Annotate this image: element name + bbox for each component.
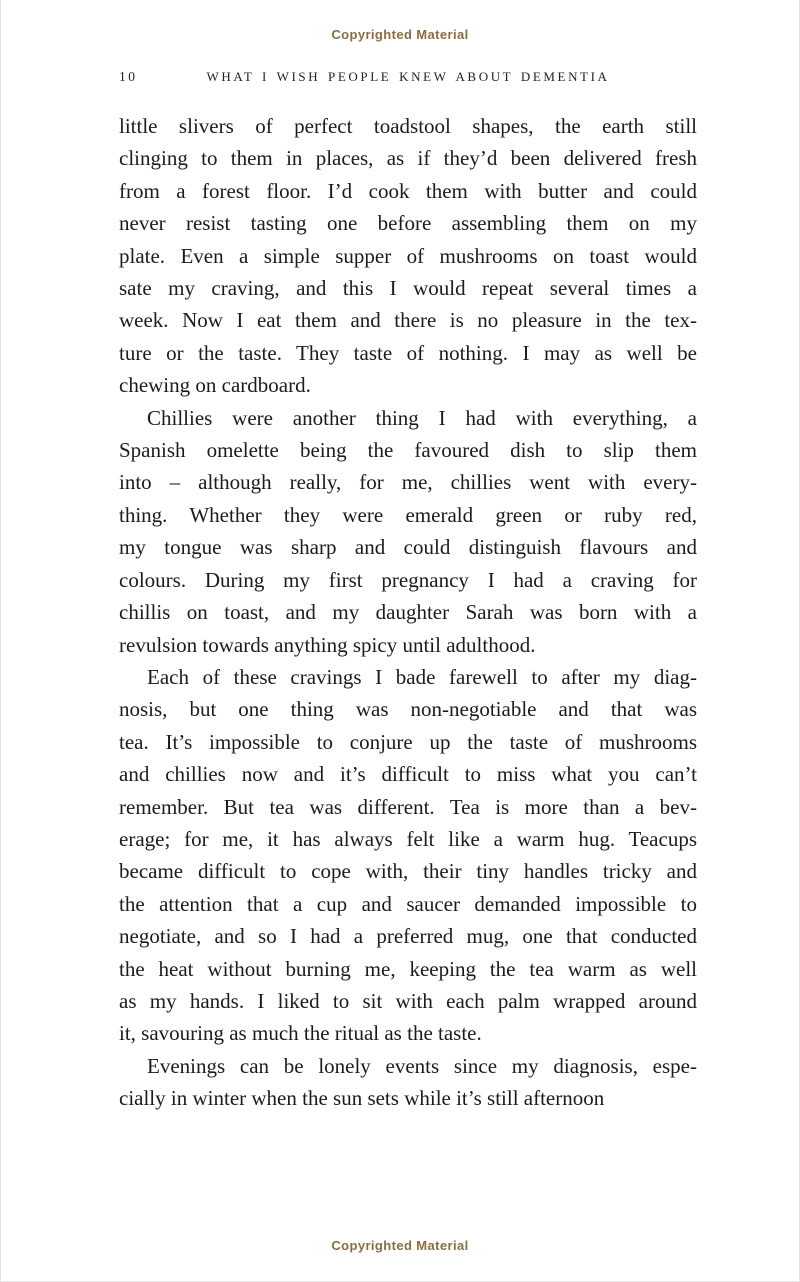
text-line: into – although really, for me, chillies went with every- [119, 470, 697, 495]
text-line: tea. It’s impossible to conjure up the taste of mushrooms [119, 729, 697, 754]
text-line: it, savouring as much the ritual as the taste. [119, 1021, 482, 1046]
text-line: from a forest floor. I’d cook them with butter and could [119, 178, 697, 203]
text-line: never resist tasting one before assembling them on my [119, 211, 697, 236]
text-line: little slivers of perfect toadstool shapes, the earth still [119, 114, 697, 138]
text-line: as my hands. I liked to sit with each palm wrapped around [119, 988, 697, 1013]
text-line: plate. Even a simple supper of mushrooms on toast would [119, 243, 697, 268]
paragraph [119, 661, 697, 1050]
text-line: colours. During my first pregnancy I had a craving for [119, 567, 697, 592]
text-line: clinging to them in places, as if they’d been delivered fresh [119, 146, 697, 171]
text-line: and chillies now and it’s difficult to miss what you can’t [119, 762, 697, 787]
text-line: my tongue was sharp and could distinguish flavours and [119, 535, 697, 560]
paragraph [119, 110, 697, 402]
text-line: the heat without burning me, keeping the tea warm as well [119, 956, 697, 981]
text-line: week. Now I eat them and there is no pleasure in the tex- [119, 308, 697, 333]
paragraph [119, 402, 697, 661]
text-line: sate my craving, and this I would repeat several times a [119, 276, 697, 301]
text-line: Each of these cravings I bade farewell to after my diag- [147, 664, 697, 689]
text-line: erage; for me, it has always felt like a warm hug. Teacups [119, 826, 697, 851]
paragraph [119, 1050, 697, 1115]
text-line: nosis, but one thing was non-negotiable and that was [119, 697, 697, 722]
text-line: revulsion towards anything spicy until adulthood. [119, 632, 536, 657]
text-line: the attention that a cup and saucer demanded impossible to [119, 891, 697, 916]
body-text [119, 110, 697, 1115]
page-number: 10 [119, 69, 138, 84]
text-line: chewing on cardboard. [119, 373, 311, 398]
text-line: became difficult to cope with, their tiny handles tricky and [119, 859, 697, 884]
text-line: chillis on toast, and my daughter Sarah was born with a [119, 600, 697, 625]
text-line: cially in winter when the sun sets while it’s still afternoon [119, 1086, 605, 1111]
text-line: remember. But tea was different. Tea is more than a bev- [119, 794, 697, 819]
text-line: Chillies were another thing I had with everything, a [147, 405, 697, 430]
text-line: Spanish omelette being the favoured dish to slip them [119, 438, 697, 463]
text-line: Evenings can be lonely events since my diagnosis, espe- [147, 1053, 697, 1078]
text-line: ture or the taste. They taste of nothing. I may as well be [119, 340, 697, 365]
copyright-notice-top: Copyrighted Material [331, 27, 469, 42]
text-line: thing. Whether they were emerald green or ruby red, [119, 502, 697, 527]
running-header [119, 69, 697, 89]
text-line: negotiate, and so I had a preferred mug, one that conducted [119, 924, 697, 949]
copyright-notice-bottom: Copyrighted Material [331, 1238, 469, 1253]
running-title: WHAT I WISH PEOPLE KNEW ABOUT DEMENTIA [206, 69, 610, 84]
